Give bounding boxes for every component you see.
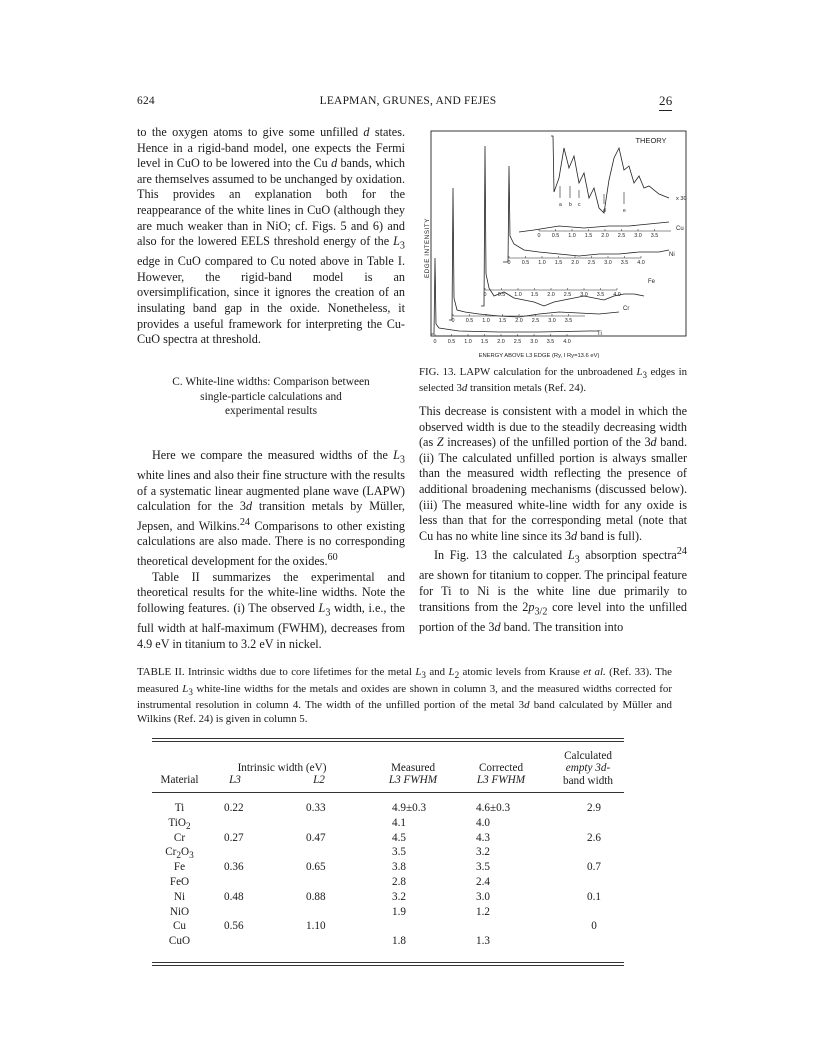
cell-corrected-fwhm: 1.2 — [476, 905, 490, 918]
cell-measured-fwhm: 4.1 — [392, 816, 406, 829]
tick-label: 0 — [483, 292, 487, 298]
tick-label: 3.5 — [564, 318, 573, 324]
header-intrinsic-width: Intrinsic width (eV) — [237, 762, 327, 774]
curve-ni — [503, 166, 669, 262]
cell-measured-fwhm: 1.8 — [392, 935, 406, 948]
scale-label: x 30 — [676, 196, 687, 202]
cell-material: TiO$_2$ — [168, 816, 191, 833]
paragraph-decrease: This decrease is consistent with a model in which the observed width is due to the steadily decreasing width (as Z increases) of the unfilled portion of the 3d band. (ii) The calculated unfilled portion is always smaller than the measured width reflecting the presence of additional broadening mechanisms (discussed below). (iii) The measured white-line width for any oxide is less than that for the corresponding metal (note that Cu has no white line since its 3d band is full). — [419, 404, 687, 543]
paragraph-continuation: to the oxygen atoms to give some unfilled d states. Hence in a rigid-band model, one expects the Fermi level in CuO to be lowered into the Cu d bands, which are themselves assumed to be unchanged by oxidation. This provides an explanation both for the reappearance of the white lines in CuO (although they are much weaker than in NiO; cf. Figs. 5 and 6) and also for the lowered EELS threshold energy of the $L_3$ edge in CuO compared to Cu noted above in Table I. However, the rigid-band model is an oversimplification, since it ignores the creation of an insulating band gap in the oxide. Nonetheless, it provides a useful framework for interpreting the Cu-CuO spectra at threshold. — [137, 125, 406, 347]
running-title: LEAPMAN, GRUNES, AND FEJES — [319, 95, 497, 107]
cell-material: Ni — [173, 890, 186, 903]
tick-label: 1.5 — [530, 292, 539, 298]
cell-calculated-width: 2.9 — [587, 802, 601, 814]
cell-l3-width: 0.56 — [224, 920, 244, 933]
cell-l3-width: 0.22 — [224, 802, 244, 814]
tick-label: 4.0 — [637, 260, 645, 266]
tick-label: 0.5 — [447, 339, 456, 345]
cell-corrected-fwhm: 1.3 — [476, 935, 490, 948]
tick-label: 0 — [537, 233, 541, 239]
cell-l3-width: 0.48 — [224, 890, 244, 903]
tick-label: 3.5 — [620, 260, 629, 266]
cell-l2-width: 0.47 — [306, 831, 326, 844]
tick-label: 1.0 — [538, 260, 546, 266]
series-label-cu: Cu — [676, 226, 684, 232]
paragraph-fig13: In Fig. 13 the calculated $L_3$ absorption spectra$^{24}$ are shown for titanium to copper. The principal feature for Ti to Ni is the white line due primarily to transitions from the $2p_{3/2}$ core level into the unfilled portion of the 3d band. The transition into — [419, 546, 688, 634]
header-material: Material — [160, 774, 199, 786]
tick-label: 1.5 — [480, 339, 489, 345]
cell-measured-fwhm: 4.5 — [392, 831, 406, 844]
tick-label: 2.5 — [563, 292, 572, 298]
cell-l2-width: 1.10 — [306, 920, 326, 933]
tick-label: 4.0 — [613, 292, 621, 298]
tick-label: 3.5 — [650, 233, 659, 239]
figure-caption: FIG. 13. LAPW calculation for the unbroadened $L_3$ edges in selected 3d transition metals (Ref. 24). — [419, 366, 687, 395]
cell-measured-fwhm: 2.8 — [392, 876, 406, 888]
section-heading-line-3: experimental results — [224, 405, 318, 417]
left-column-bottom-text — [137, 448, 405, 652]
cell-corrected-fwhm: 3.5 — [476, 861, 490, 874]
section-heading-line-2: single-particle calculations and — [200, 390, 342, 403]
header-l2: L2 — [313, 774, 325, 786]
tick-label: 0.5 — [551, 233, 560, 239]
tick-label: 4.0 — [563, 339, 571, 345]
cell-material: FeO — [169, 876, 190, 888]
cell-measured-fwhm: 4.9±0.3 — [392, 802, 427, 814]
tick-label: 1.5 — [554, 260, 563, 266]
cell-measured-fwhm: 1.9 — [392, 905, 406, 918]
offset-axes — [434, 229, 672, 345]
tick-label: 3.0 — [634, 233, 642, 239]
tick-label: 2.0 — [547, 292, 555, 298]
y-axis-label: EDGE INTENSITY — [424, 218, 431, 278]
right-column-text — [419, 404, 687, 635]
cell-material: Cu — [172, 920, 187, 933]
cell-material: $Cr_2O_3$ — [165, 846, 194, 862]
paragraph-table-summary: Table II summarizes the experimental and theoretical results for the white-line widths. Note the following features. (i) The observed $L_3$ width, i.e., the full width at half-maximum (FWHM), decreases from 4.9 eV in titanium to 3.2 eV in nickel. — [137, 569, 405, 651]
peak-label-b: b — [569, 202, 572, 208]
cell-corrected-fwhm: 4.6±0.3 — [476, 802, 511, 814]
tick-label: 0 — [451, 318, 455, 324]
cell-corrected-fwhm: 3.0 — [476, 890, 490, 903]
header-corrected-fwhm: L3 FWHM — [476, 774, 526, 786]
cell-l3-width: 0.27 — [224, 831, 244, 844]
cell-corrected-fwhm: 2.4 — [476, 876, 490, 888]
cell-l3-width: 0.36 — [224, 861, 244, 874]
header-calculated: Calculated empty 3d- band width — [562, 750, 614, 787]
tick-label: 0.5 — [465, 318, 474, 324]
tick-label: 2.5 — [587, 260, 596, 266]
header-l3: L3 — [229, 774, 241, 786]
peak-label-e: e — [623, 208, 626, 214]
volume-number: 26 — [659, 93, 672, 111]
tick-label: 1.5 — [498, 318, 507, 324]
tick-label: 1.0 — [482, 318, 490, 324]
curve-cr — [449, 188, 619, 320]
figure-13-spectra — [419, 128, 689, 364]
tick-label: 1.0 — [464, 339, 472, 345]
x-axis-label: ENERGY ABOVE L3 EDGE (Ry, I Ry=13.6 eV) — [478, 353, 600, 359]
cell-material: Fe — [173, 861, 186, 874]
cell-material: Cr — [173, 831, 186, 844]
header-corrected: Corrected — [478, 762, 524, 774]
cell-calculated-width: 0.7 — [587, 861, 601, 874]
cell-measured-fwhm: 3.5 — [392, 846, 406, 859]
tick-label: 2.0 — [571, 260, 579, 266]
tick-label: 3.0 — [548, 318, 556, 324]
cell-corrected-fwhm: 4.0 — [476, 816, 490, 829]
tick-label: 3.0 — [580, 292, 588, 298]
header-measured-fwhm: L3 FWHM — [388, 774, 438, 786]
tick-label: 2.5 — [513, 339, 522, 345]
tick-label: 0.5 — [521, 260, 530, 266]
left-column-top-text — [137, 125, 405, 348]
cell-measured-fwhm: 3.2 — [392, 890, 406, 903]
tick-label: 0 — [433, 339, 437, 345]
peak-label-c: c — [578, 202, 581, 208]
cell-material: CuO — [168, 935, 191, 948]
tick-label: 2.0 — [497, 339, 505, 345]
tick-label: 1.5 — [584, 233, 593, 239]
tick-label: 3.0 — [604, 260, 612, 266]
series-label-fe: Fe — [648, 279, 656, 285]
cell-corrected-fwhm: 3.2 — [476, 846, 490, 859]
cell-material: Ti — [174, 802, 185, 814]
series-label-cr: Cr — [623, 306, 630, 312]
series-label-ni: Ni — [669, 252, 675, 258]
tick-label: 0 — [507, 260, 511, 266]
tick-label: 2.0 — [515, 318, 523, 324]
paragraph-comparison: Here we compare the measured widths of the $L_3$ white lines and also their fine structure with the results of a systematic linear augmented plane wave (LAPW) calculation for the 3d transition metals by Müller, Jepsen, and Wilkins.$^{24}$ Comparisons to other existing calculations are also made. There is no corresponding theoretical development for the oxides.$^{60}$ — [137, 448, 405, 569]
cell-calculated-width: 0.1 — [587, 890, 601, 903]
peak-label-d: d — [603, 208, 606, 214]
page-number: 624 — [137, 95, 155, 107]
cell-material: NiO — [169, 905, 190, 918]
cell-l2-width: 0.65 — [306, 861, 326, 874]
peak-label-a: a — [559, 202, 562, 208]
tick-label: 2.5 — [531, 318, 540, 324]
series-label-ti: Ti — [597, 331, 602, 337]
header-measured: Measured — [390, 762, 436, 774]
cell-corrected-fwhm: 4.3 — [476, 831, 490, 844]
tick-label: 1.0 — [568, 233, 576, 239]
cell-l2-width: 0.88 — [306, 890, 326, 903]
cell-measured-fwhm: 3.8 — [392, 861, 406, 874]
tick-label: 2.0 — [601, 233, 609, 239]
tick-label: 3.5 — [596, 292, 605, 298]
cell-l2-width: 0.33 — [306, 802, 326, 814]
section-heading — [137, 375, 405, 419]
theory-label: THEORY — [635, 136, 667, 145]
section-heading-line-1: C. White-line widths: Comparison between — [172, 376, 370, 388]
tick-label: 1.0 — [514, 292, 522, 298]
cell-calculated-width: 2.6 — [587, 831, 601, 844]
curve-cu — [519, 222, 669, 232]
tick-label: 2.5 — [617, 233, 626, 239]
table-caption: TABLE II. Intrinsic widths due to core lifetimes for the metal $L_3$ and $L_2$ atomic levels from Krause et al. (Ref. 33). The measured $L_3$ white-line widths for the metals and oxides are shown in column 3, and the measured widths corrected for instrumental resolution in column 4. The width of the unfilled portion of the metal 3d band calculated by Müller and Wilkins (Ref. 24) is given in column 5. — [137, 666, 672, 725]
tick-label: 0.5 — [497, 292, 506, 298]
cell-calculated-width: 0 — [591, 920, 597, 933]
table-ii — [152, 738, 624, 968]
tick-label: 3.0 — [530, 339, 538, 345]
tick-label: 3.5 — [546, 339, 555, 345]
